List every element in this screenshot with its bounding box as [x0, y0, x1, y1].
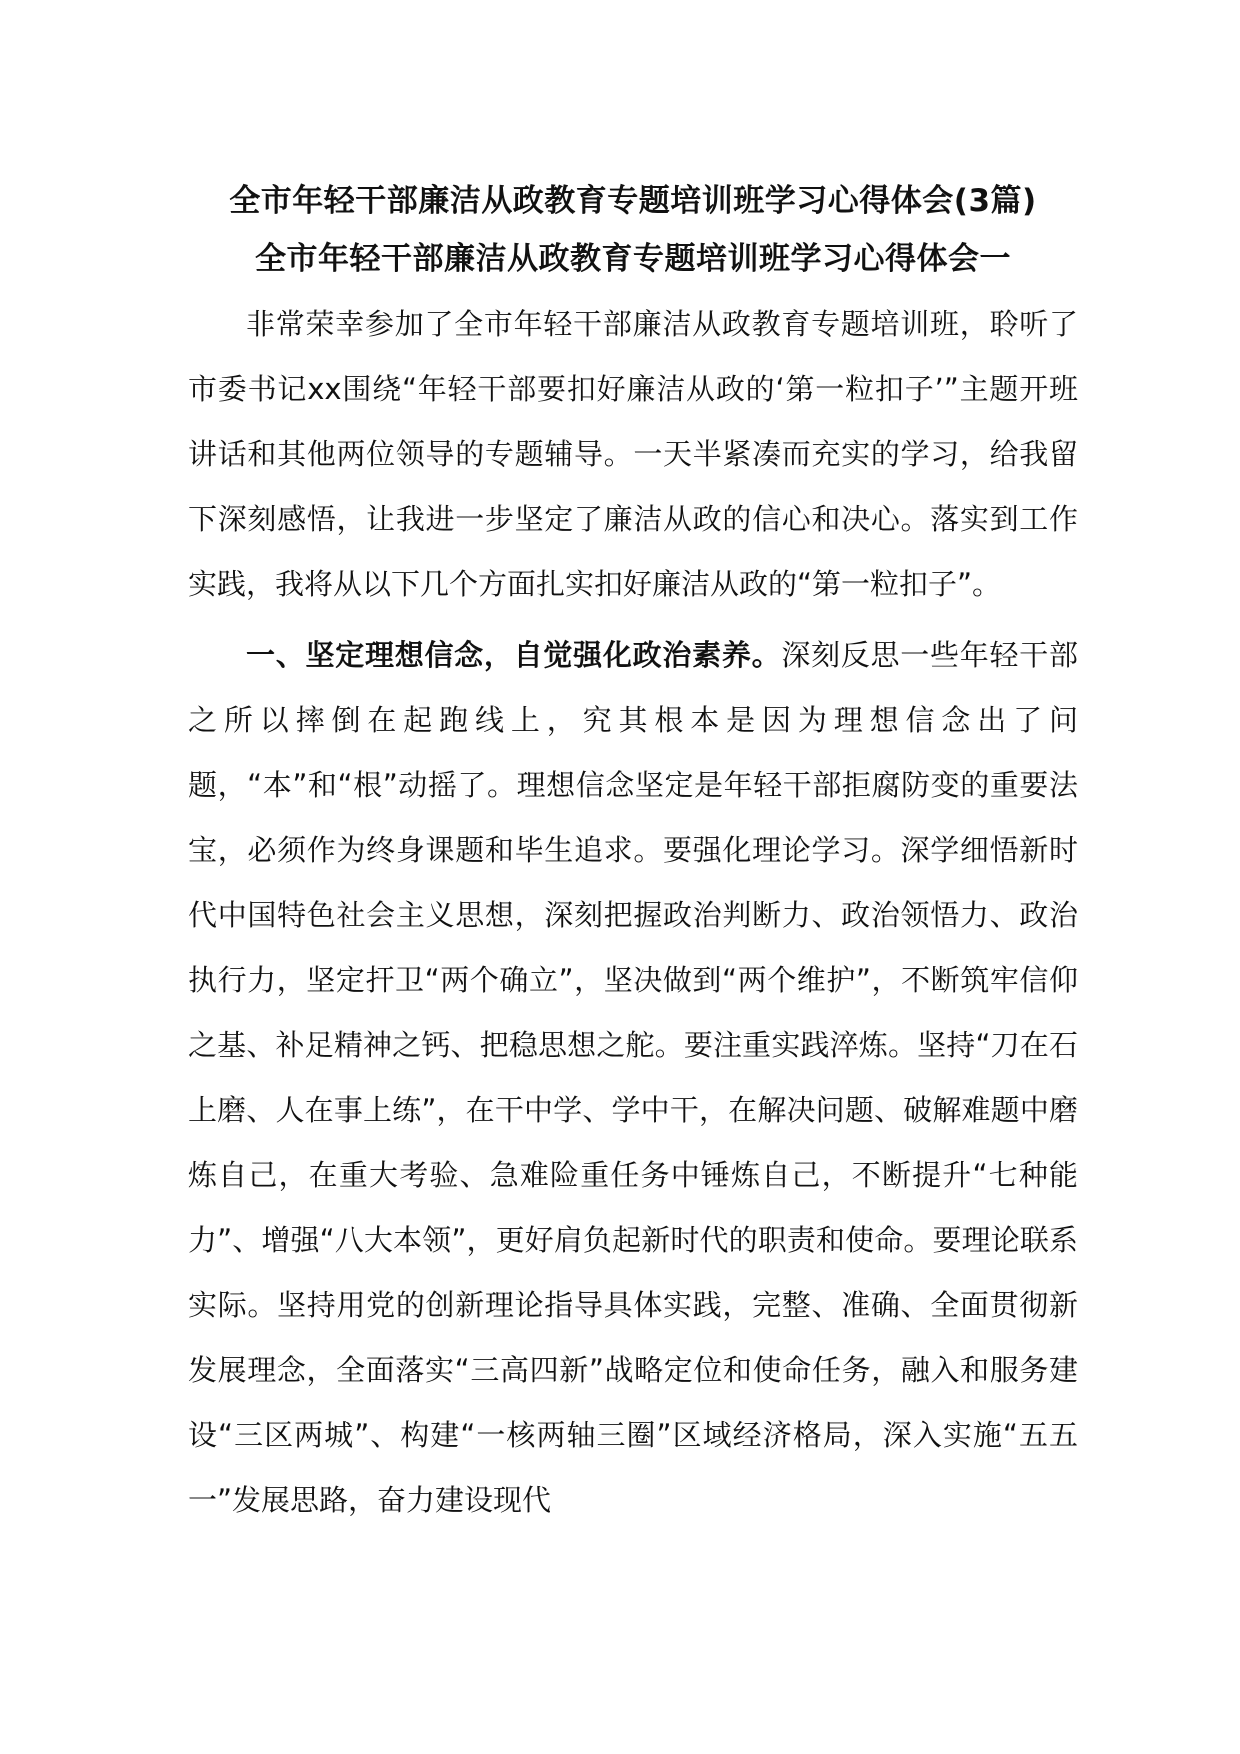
- paragraph-intro: [188, 292, 1078, 617]
- paragraph-section-one: [188, 623, 1078, 1533]
- section-one-text: 深刻反思一些年轻干部之所以摔倒在起跑线上，究其根本是因为理想信念出了问题，“本”和“根”动摇了。理想信念坚定是年轻干部拒腐防变的重要法宝，必须作为终身课题和毕生追求。要强化理论学习。深学细悟新时代中国特色社会主义思想，深刻把握政治判断力、政治领悟力、政治执行力，坚定扞卫“两个确立”，坚决做到“两个维护”，不断筑牢信仰之基、补足精神之钙、把稳思想之舵。要注重实践淬炼。坚持“刀在石上磨、人在事上练”，在干中学、学中干，在解决问题、破解难题中磨炼自己，在重大考验、急难险重任务中锤炼自己，不断提升“七种能力”、增强“八大本领”，更好肩负起新时代的职责和使命。要理论联系实际。坚持用党的创新理论指导具体实践，完整、准确、全面贯彻新发展理念，全面落实“三高四新”战略定位和使命任务，融入和服务建设“三区两城”、构建“一核两轴三圈”区域经济格局，深入实施“五五一”发展思路，奋力建设现代: [188, 638, 1078, 1517]
- document-subtitle: 全市年轻干部廉洁从政教育专题培训班学习心得体会一: [255, 241, 1011, 277]
- section-one-heading: 一、坚定理想信念，自觉强化政治素养。: [246, 638, 782, 672]
- document-body: [188, 172, 1078, 1533]
- paragraph-intro-text: 非常荣幸参加了全市年轻干部廉洁从政教育专题培训班，聆听了市委书记xx围绕“年轻干部要扣好廉洁从政的‘第一粒扣子’”主题开班讲话和其他两位领导的专题辅导。一天半紧凑而充实的学习，给我留下深刻感悟，让我进一步坚定了廉洁从政的信心和决心。落实到工作实践，我将从以下几个方面扎实扣好廉洁从政的“第一粒扣子”。: [188, 307, 1078, 601]
- document-title: 全市年轻干部廉洁从政教育专题培训班学习心得体会(3篇): [229, 183, 1037, 219]
